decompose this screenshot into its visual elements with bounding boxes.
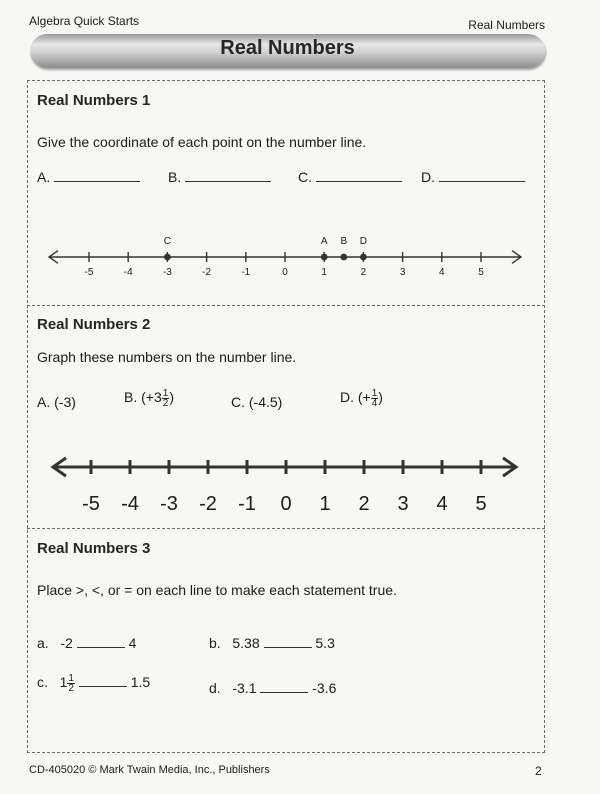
graph-item-b [124,389,174,408]
graph-item-b-prefix: B. (+3 [124,389,162,406]
compare-a-left: -2 [60,635,73,651]
point-c-label: C [163,236,172,247]
answer-c [298,167,402,185]
compare-d [209,678,336,696]
section1-instruction: Give the coordinate of each point on the number line. [37,134,367,150]
compare-a-right: 4 [128,635,137,651]
fraction-denominator: 2 [68,682,74,694]
tick-label: -3 [162,267,172,278]
compare-b-blank[interactable] [264,633,312,648]
tick-label: 2 [358,493,370,515]
number-line-2[interactable] [0,445,600,520]
number-line-1 [0,225,600,285]
graph-item-a: A. (-3) [37,394,76,410]
tick-label: 5 [475,493,487,515]
fraction-numerator: 1 [371,388,378,399]
section1-title: Real Numbers 1 [37,92,151,109]
fraction-numerator: 1 [162,388,169,399]
compare-b [209,633,335,651]
point-d-label: D [359,236,368,247]
answer-c-blank[interactable] [316,167,402,182]
compare-d-right: -3.6 [312,680,337,696]
tick-label: 4 [439,267,445,278]
fraction-numerator: 1 [68,672,74,684]
tick-label: -1 [238,493,256,515]
compare-a [37,633,136,651]
graph-item-c: C. (-4.5) [231,394,283,410]
fraction-denominator: 4 [371,398,378,409]
tick-label: -4 [121,493,139,515]
tick-label: 3 [397,493,409,515]
tick-label: 2 [360,267,367,278]
book-title: Algebra Quick Starts [29,14,140,28]
compare-c-right: 1.5 [130,674,151,690]
tick-label: 1 [319,493,331,515]
point-a-label: A [320,236,328,247]
point-d-marker [360,254,367,261]
chapter-title: Real Numbers [468,18,545,32]
section3-title: Real Numbers 3 [37,540,151,557]
tick-label: -2 [199,493,217,515]
compare-c-blank[interactable] [79,672,127,687]
compare-c-whole: 1 [59,674,68,690]
answer-a-label: A. [37,169,51,185]
tick-label: 3 [399,267,406,278]
tick-label: 1 [321,267,327,278]
answer-c-label: C. [298,169,312,185]
compare-a-blank[interactable] [77,633,125,648]
fraction-one-half [67,674,75,693]
compare-d-left: -3.1 [232,680,257,696]
point-b-label: B [340,236,348,247]
banner-title: Real Numbers [220,37,355,59]
section3-instruction: Place >, <, or = on each line to make each statement true. [37,582,397,598]
title-banner [30,34,545,68]
tick-label: -5 [82,493,100,515]
answer-a-blank[interactable] [54,167,140,182]
compare-b-label: b. [209,635,221,651]
graph-item-d-prefix: D. (+ [340,389,371,406]
answer-a [37,167,140,185]
graph-item-d [340,389,383,408]
tick-label: -1 [241,267,251,278]
graph-item-d-suffix: ) [378,389,383,406]
tick-label: -5 [84,267,94,278]
compare-c [37,672,150,693]
publisher-credit: CD-405020 © Mark Twain Media, Inc., Publishers [29,764,270,776]
tick-label: 0 [280,493,292,515]
answer-b [168,167,271,185]
compare-c-label: c. [37,674,48,690]
point-c-marker [164,254,171,261]
point-b-marker [340,254,347,261]
answer-b-blank[interactable] [185,167,271,182]
page-number: 2 [535,764,542,778]
compare-b-right: 5.3 [315,635,335,651]
tick-label: -2 [202,267,212,278]
fraction-denominator: 2 [162,398,169,409]
answer-d [421,167,525,185]
tick-label: 5 [478,267,484,278]
answer-d-blank[interactable] [439,167,525,182]
tick-label: -4 [123,267,133,278]
compare-a-label: a. [37,635,49,651]
compare-d-blank[interactable] [260,678,308,693]
tick-label: 4 [436,493,448,515]
tick-label: -3 [160,493,178,515]
answer-b-label: B. [168,169,182,185]
compare-b-left: 5.38 [232,635,260,651]
answer-d-label: D. [421,169,435,185]
point-a-marker [321,254,328,261]
section-divider-1 [27,305,545,306]
graph-item-b-suffix: ) [169,389,174,406]
section2-instruction: Graph these numbers on the number line. [37,349,297,365]
section2-title: Real Numbers 2 [37,316,151,333]
tick-label: 0 [282,267,288,278]
compare-d-label: d. [209,680,221,696]
section-divider-2 [27,528,545,529]
